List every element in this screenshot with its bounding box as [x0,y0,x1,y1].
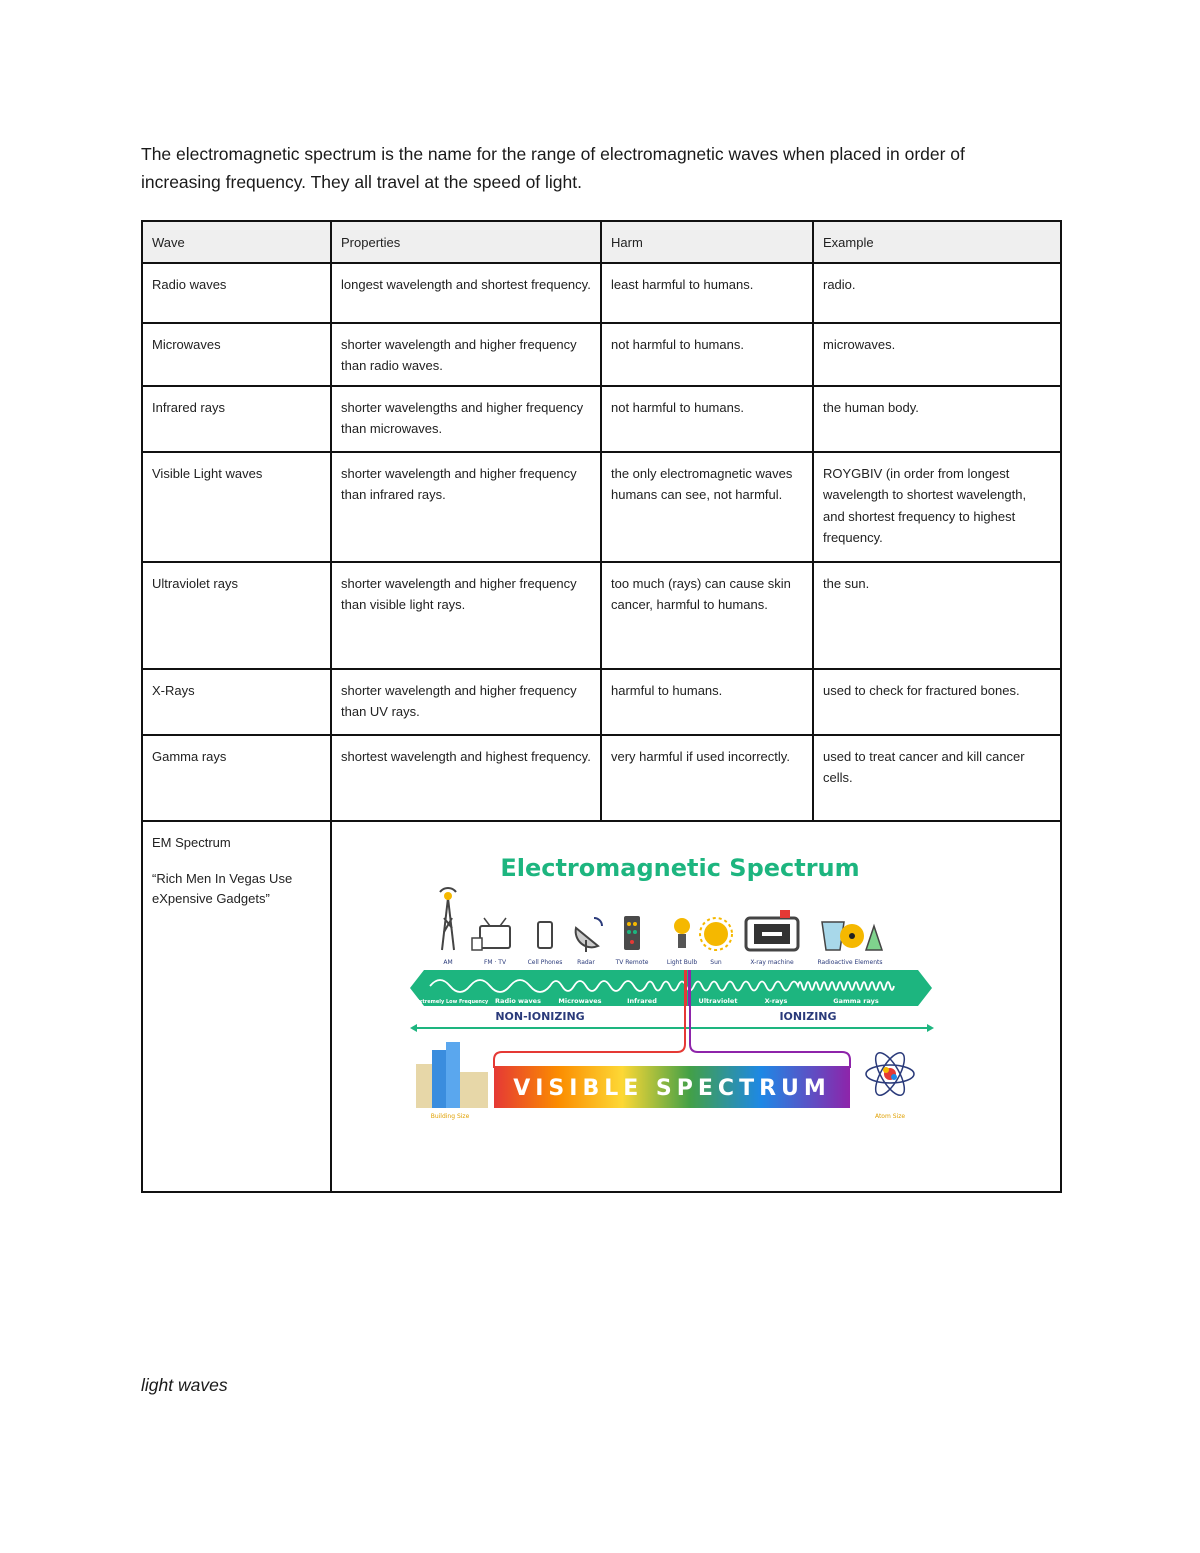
band-label: Ultraviolet [698,996,738,1005]
harm-cell: the only electromagnetic waves humans can see, not harmful. [601,452,813,562]
footer-text: light waves [141,1375,228,1395]
properties-cell: shortest wavelength and highest frequency. [331,735,601,821]
header-row [142,221,1061,263]
em-spectrum-label: EM Spectrum [152,834,231,850]
example-cell: radio. [813,263,1061,323]
atom-size-label: Atom Size [874,1112,906,1120]
wave-cell: Infrared rays [142,386,331,452]
wave-cell: Gamma rays [142,735,331,821]
table-row-em-spectrum [142,821,1061,1192]
ionizing-label: IONIZING [779,1009,837,1023]
sun-icon [700,918,732,950]
harm-cell: very harmful if used incorrectly. [601,735,813,821]
arrow-right-icon [927,1024,934,1032]
properties-cell: shorter wavelengths and higher frequency than microwaves. [331,386,601,452]
radioactive-lab-icon [822,922,882,950]
em-spectrum-figure [410,858,940,1120]
tv-icon [472,918,510,950]
wave-cell: Microwaves [142,323,331,386]
example-cell: used to treat cancer and kill cancer cells. [813,735,1061,821]
mnemonic: “Rich Men In Vegas Use eXpensive Gadgets” [152,871,293,906]
buildings-icon [416,1042,488,1108]
header-example: Example [813,221,1061,263]
intro-paragraph: The electromagnetic spectrum is the name for the range of electromagnetic waves when placed in order of increasing frequency. They all travel at the speed of light. [141,144,965,192]
source-label: AM [443,958,453,966]
band-label: Infrared [627,996,657,1005]
table-row [142,263,1061,323]
example-cell: the sun. [813,562,1061,669]
example-cell: microwaves. [813,323,1061,386]
radar-dish-icon [576,918,602,952]
band-label: Gamma rays [833,996,879,1005]
arrow-left-icon [410,1024,417,1032]
table-row [142,562,1061,669]
source-label: Cell Phones [527,958,563,966]
table-row [142,735,1061,821]
non-ionizing-label: NON-IONIZING [495,1009,585,1023]
band-label: Radio waves [495,996,541,1005]
wave-cell: Radio waves [142,263,331,323]
light-bulb-icon [674,918,690,948]
visible-spectrum-label: VISIBLE SPECTRUM [513,1075,831,1101]
header-wave: Wave [142,221,331,263]
wave-cell: Ultraviolet rays [142,562,331,669]
header-harm: Harm [601,221,813,263]
wave-cell: X-Rays [142,669,331,735]
harm-cell: not harmful to humans. [601,323,813,386]
remote-icon [624,916,640,950]
radio-tower-icon [440,888,456,950]
properties-cell: longest wavelength and shortest frequency. [331,263,601,323]
table-row [142,323,1061,386]
source-label: X-ray machine [750,958,794,966]
visible-violet-marker [688,970,691,1006]
source-label: FM · TV [483,958,507,966]
wave-cell: Visible Light waves [142,452,331,562]
building-size-label: Building Size [430,1112,470,1120]
table-row [142,452,1061,562]
example-cell: ROYGBIV (in order from longest wavelength to shortest wavelength, and shortest frequency to highest frequency. [813,452,1061,562]
header-properties: Properties [331,221,601,263]
source-label: Light Bulb [666,958,698,966]
properties-cell: shorter wavelength and higher frequency than infrared rays. [331,452,601,562]
harm-cell: harmful to humans. [601,669,813,735]
low-frequency-label: Extremely Low Frequency [415,998,489,1005]
figure-cell [331,821,1061,1192]
properties-cell: shorter wavelength and higher frequency than visible light rays. [331,562,601,669]
properties-cell: shorter wavelength and higher frequency than UV rays. [331,669,601,735]
x-ray-machine-icon [746,910,798,950]
harm-cell: too much (rays) can cause skin cancer, harmful to humans. [601,562,813,669]
source-label: Sun [710,958,722,966]
table-row [142,669,1061,735]
em-spectrum-cell [142,821,331,1192]
atom-icon [866,1048,914,1099]
source-label: Radar [577,958,595,966]
properties-cell: shorter wavelength and higher frequency than radio waves. [331,323,601,386]
source-label: Radioactive Elements [817,958,883,966]
harm-cell: least harmful to humans. [601,263,813,323]
wave-table [141,220,1062,1193]
table-row [142,386,1061,452]
cell-phone-icon [538,922,552,948]
example-cell: the human body. [813,386,1061,452]
figure-title: Electromagnetic Spectrum [500,857,860,882]
harm-cell: not harmful to humans. [601,386,813,452]
visible-red-marker [684,970,687,1006]
band-label: Microwaves [558,996,602,1005]
source-label: TV Remote [615,958,649,966]
band-label: X-rays [764,996,788,1005]
example-cell: used to check for fractured bones. [813,669,1061,735]
